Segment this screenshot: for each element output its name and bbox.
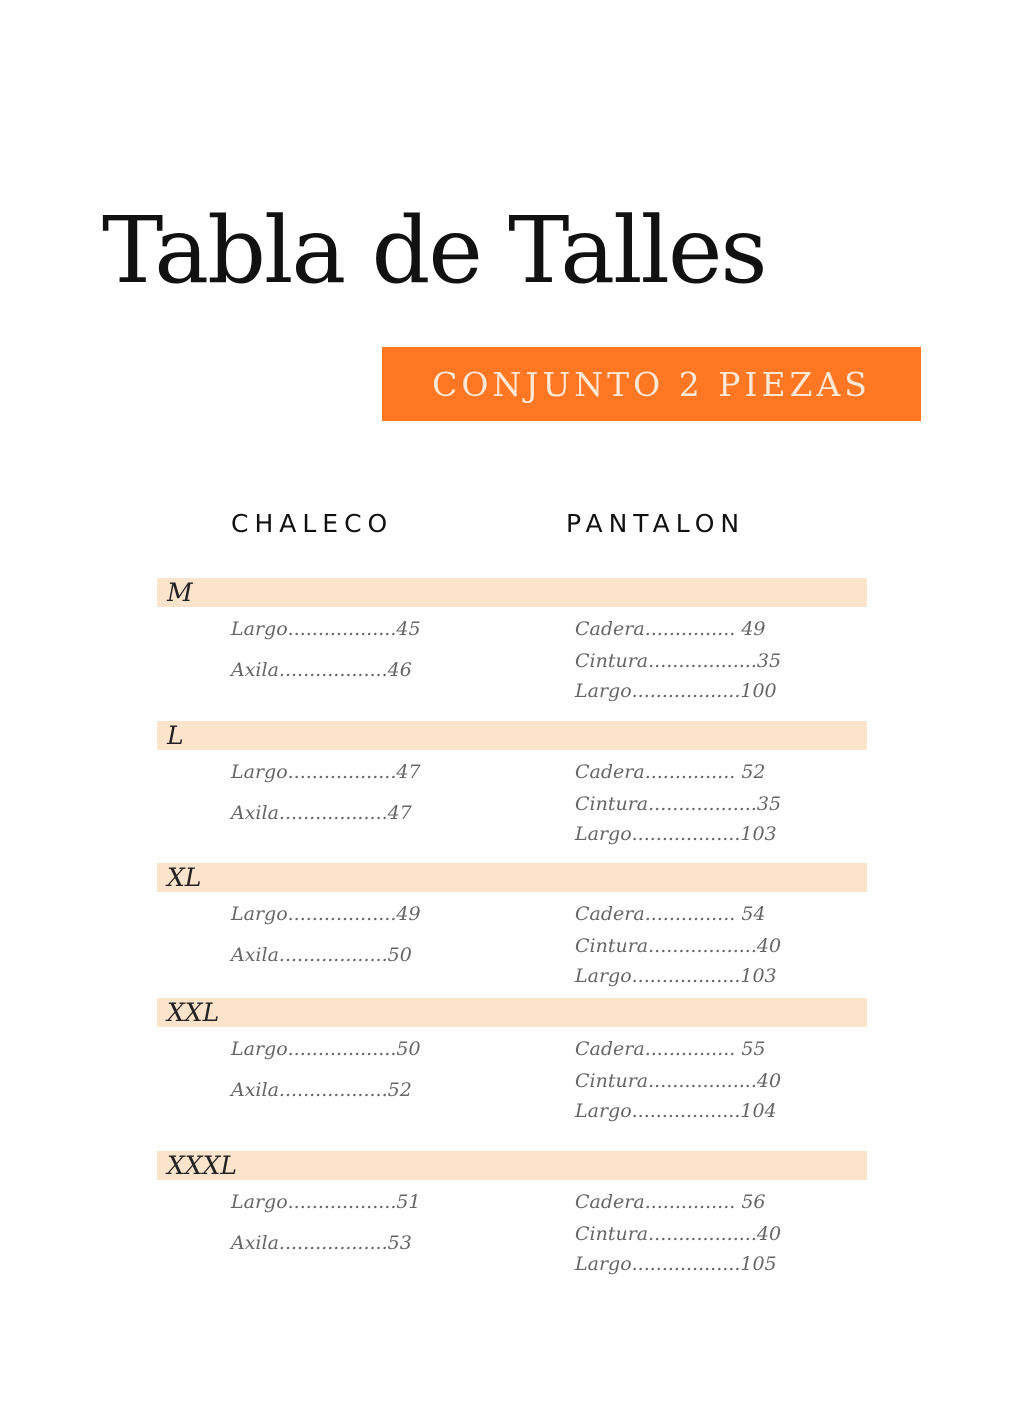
pantalon-measure-row — [575, 1253, 777, 1275]
measure-label: Largo — [231, 1038, 288, 1060]
measure-value: 50 — [396, 1038, 421, 1060]
measure-label: Largo — [231, 1191, 288, 1213]
measure-dots: .................. — [287, 761, 397, 783]
measure-label: Axila — [231, 659, 279, 681]
measure-label: Cadera — [575, 1191, 645, 1213]
measure-dots: .................. — [278, 659, 388, 681]
measure-dots: .................. — [278, 1079, 388, 1101]
measure-value: 100 — [740, 680, 777, 702]
measure-value: 45 — [396, 618, 421, 640]
measure-label: Cintura — [575, 935, 649, 957]
size-band-xxl — [157, 998, 867, 1027]
size-band-xxxl — [157, 1151, 867, 1180]
measure-dots: .................. — [648, 650, 757, 672]
size-label: M — [167, 578, 193, 607]
measure-dots: .................. — [648, 935, 757, 957]
pantalon-measure-row — [575, 1070, 781, 1092]
measure-label: Cadera — [575, 903, 645, 925]
measure-label: Axila — [231, 802, 279, 824]
measure-label: Largo — [575, 965, 632, 987]
measure-value: 56 — [735, 1191, 766, 1213]
measure-value: 105 — [740, 1253, 777, 1275]
measure-label: Largo — [575, 1100, 632, 1122]
pantalon-measure-row — [575, 903, 766, 925]
measure-dots: .................. — [287, 1191, 397, 1213]
measure-dots: .................. — [631, 965, 741, 987]
chaleco-measure-row — [231, 944, 412, 966]
measure-dots: ............... — [644, 618, 736, 640]
pantalon-measure-row — [575, 1223, 781, 1245]
measure-dots: .................. — [278, 1232, 388, 1254]
measure-dots: .................. — [631, 823, 741, 845]
measure-dots: .................. — [631, 680, 741, 702]
measure-value: 40 — [756, 935, 782, 957]
measure-value: 40 — [756, 1070, 782, 1092]
page-title: Tabla de Talles — [102, 197, 766, 304]
chaleco-measure-row — [231, 1232, 412, 1254]
measure-dots: .................. — [631, 1253, 741, 1275]
measure-value: 103 — [740, 823, 777, 845]
measure-label: Cintura — [575, 1070, 649, 1092]
measure-value: 40 — [756, 1223, 782, 1245]
measure-dots: .................. — [287, 1038, 397, 1060]
measure-value: 47 — [396, 761, 421, 783]
pantalon-measure-row — [575, 965, 777, 987]
pantalon-measure-row — [575, 793, 781, 815]
column-header-chaleco: CHALECO — [231, 509, 394, 538]
pantalon-measure-row — [575, 618, 766, 640]
measure-label: Cadera — [575, 761, 645, 783]
subtitle-badge — [382, 347, 921, 421]
pantalon-measure-row — [575, 1191, 766, 1213]
chaleco-measure-row — [231, 659, 412, 681]
measure-label: Largo — [231, 618, 288, 640]
measure-dots: ............... — [644, 1191, 736, 1213]
size-label: XXXL — [167, 1151, 237, 1180]
measure-dots: ............... — [644, 1038, 736, 1060]
measure-label: Largo — [575, 1253, 632, 1275]
measure-label: Axila — [231, 944, 279, 966]
size-band-l — [157, 721, 867, 750]
measure-value: 54 — [735, 903, 766, 925]
measure-label: Cintura — [575, 650, 649, 672]
measure-label: Largo — [231, 761, 288, 783]
measure-label: Cadera — [575, 618, 645, 640]
measure-dots: .................. — [648, 793, 757, 815]
chaleco-measure-row — [231, 761, 421, 783]
chaleco-measure-row — [231, 802, 412, 824]
measure-value: 103 — [740, 965, 777, 987]
pantalon-measure-row — [575, 1100, 777, 1122]
chaleco-measure-row — [231, 1079, 412, 1101]
measure-label: Largo — [575, 680, 632, 702]
measure-value: 55 — [735, 1038, 766, 1060]
measure-value: 49 — [735, 618, 766, 640]
measure-dots: .................. — [287, 903, 397, 925]
measure-label: Cintura — [575, 1223, 649, 1245]
pantalon-measure-row — [575, 761, 766, 783]
measure-value: 53 — [387, 1232, 412, 1254]
measure-dots: .................. — [287, 618, 397, 640]
measure-dots: .................. — [278, 802, 388, 824]
size-label: XXL — [167, 998, 220, 1027]
measure-value: 52 — [387, 1079, 412, 1101]
measure-value: 46 — [387, 659, 412, 681]
measure-label: Cadera — [575, 1038, 645, 1060]
chaleco-measure-row — [231, 618, 421, 640]
measure-label: Axila — [231, 1232, 279, 1254]
size-label: XL — [167, 863, 202, 892]
measure-value: 49 — [396, 903, 421, 925]
measure-label: Largo — [231, 903, 288, 925]
chaleco-measure-row — [231, 903, 421, 925]
measure-value: 47 — [387, 802, 412, 824]
pantalon-measure-row — [575, 935, 781, 957]
pantalon-measure-row — [575, 1038, 766, 1060]
measure-value: 50 — [387, 944, 412, 966]
measure-dots: .................. — [278, 944, 388, 966]
measure-label: Axila — [231, 1079, 279, 1101]
size-band-xl — [157, 863, 867, 892]
measure-dots: .................. — [648, 1223, 757, 1245]
measure-dots: ............... — [644, 903, 736, 925]
pantalon-measure-row — [575, 650, 781, 672]
measure-dots: .................. — [631, 1100, 741, 1122]
measure-value: 35 — [756, 793, 782, 815]
measure-label: Cintura — [575, 793, 649, 815]
measure-value: 104 — [740, 1100, 777, 1122]
measure-label: Largo — [575, 823, 632, 845]
measure-dots: ............... — [644, 761, 736, 783]
measure-value: 35 — [756, 650, 782, 672]
size-band-m — [157, 578, 867, 607]
subtitle-text: CONJUNTO 2 PIEZAS — [432, 364, 871, 404]
column-header-pantalon: PANTALON — [566, 509, 746, 538]
chaleco-measure-row — [231, 1191, 421, 1213]
pantalon-measure-row — [575, 823, 777, 845]
pantalon-measure-row — [575, 680, 777, 702]
size-label: L — [167, 721, 184, 750]
measure-value: 52 — [735, 761, 766, 783]
measure-dots: .................. — [648, 1070, 757, 1092]
chaleco-measure-row — [231, 1038, 421, 1060]
measure-value: 51 — [396, 1191, 421, 1213]
